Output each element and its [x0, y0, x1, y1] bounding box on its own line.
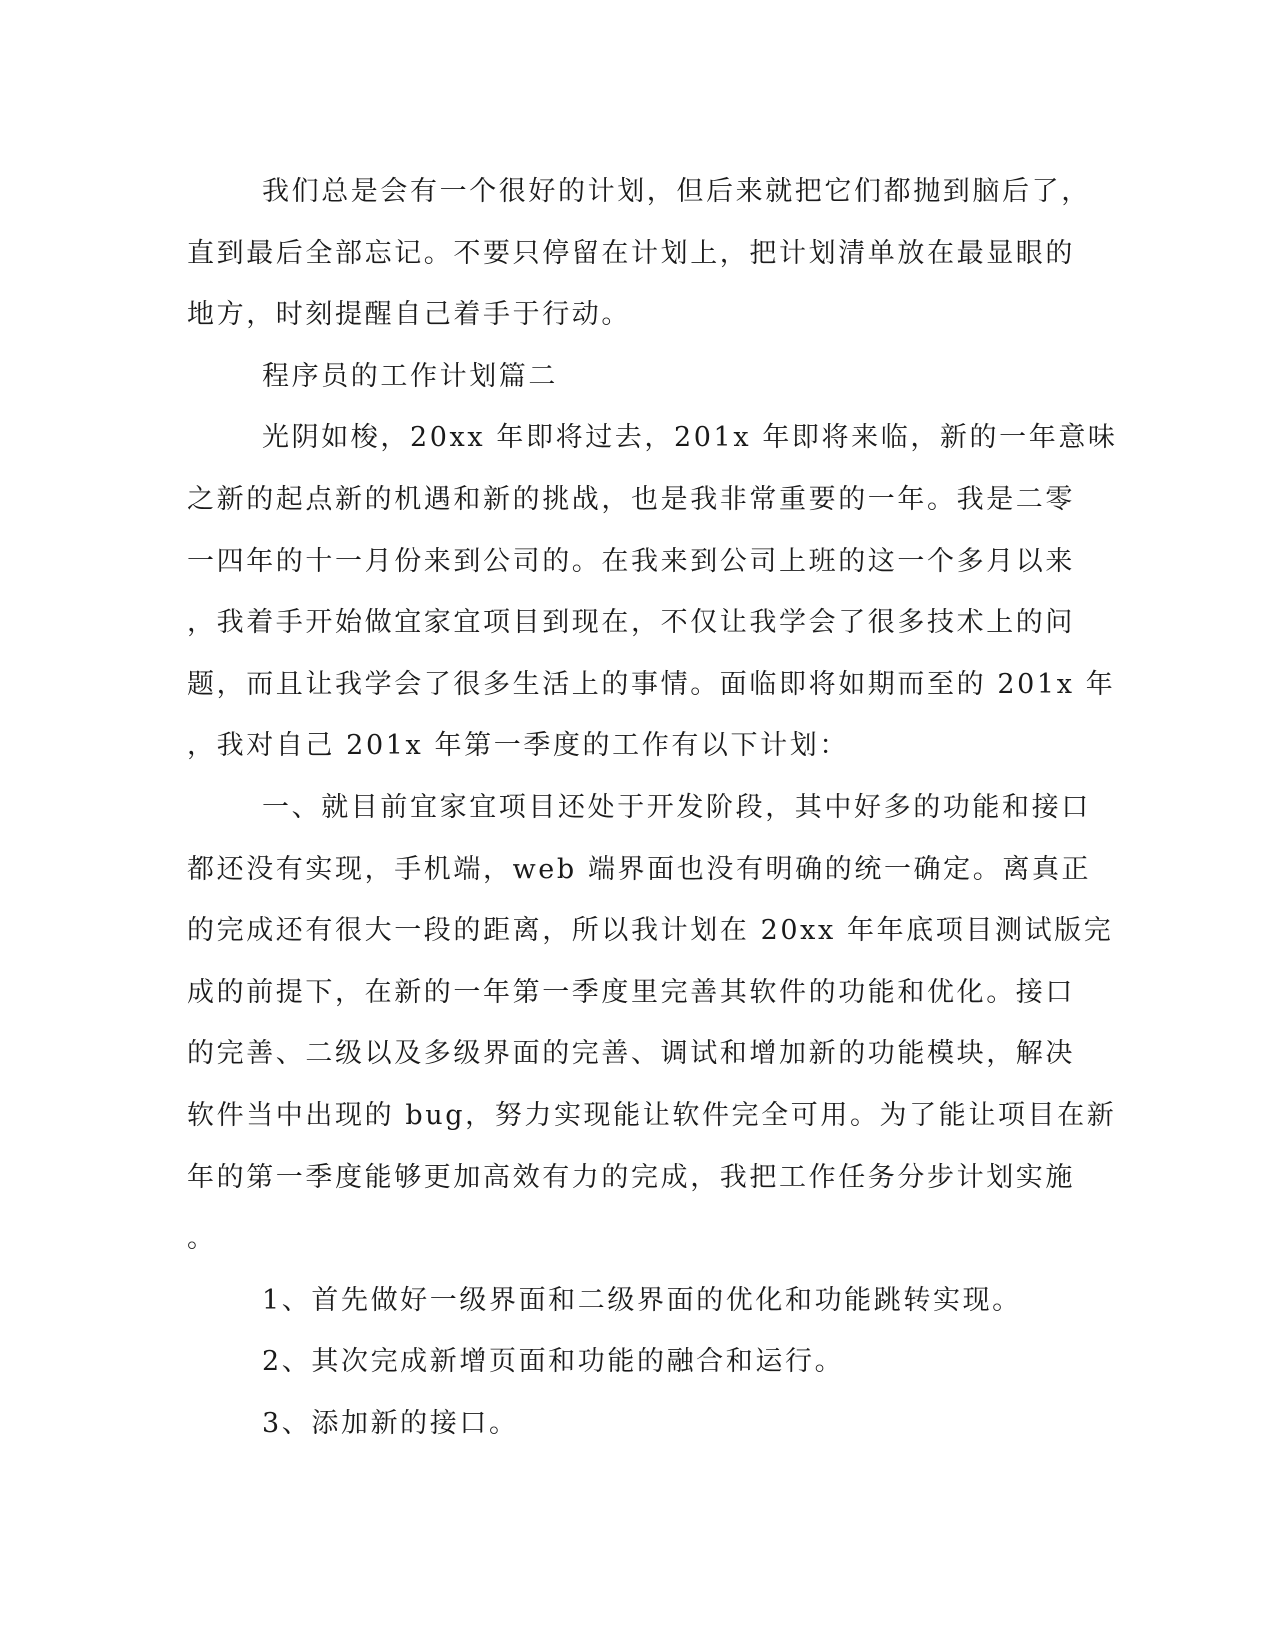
- text-line: ，我着手开始做宜家宜项目到现在，不仅让我学会了很多技术上的问: [187, 607, 1075, 639]
- text-line: 直到最后全部忘记。不要只停留在计划上，把计划清单放在最显眼的: [187, 237, 1075, 269]
- text-line: 年的第一季度能够更加高效有力的完成，我把工作任务分步计划实施: [187, 1161, 1075, 1193]
- text-line: 。: [187, 1223, 217, 1255]
- paragraph-intro: [187, 161, 1091, 346]
- text-line: 的完成还有很大一段的距离，所以我计划在 20xx 年年底项目测试版完: [187, 915, 1114, 947]
- text-line: 光阴如梭，20xx 年即将过去，201x 年即将来临，新的一年意味: [262, 422, 1118, 454]
- text-line: 软件当中出现的 bug，努力实现能让软件完全可用。为了能让项目在新: [187, 1099, 1117, 1131]
- text-line: 一、就目前宜家宜项目还处于开发阶段，其中好多的功能和接口: [262, 791, 1091, 823]
- text-line: 成的前提下，在新的一年第一季度里完善其软件的功能和优化。接口: [187, 976, 1075, 1008]
- paragraph-plan: [187, 777, 1117, 1270]
- document-body: [187, 161, 1118, 1454]
- text-line: 地方，时刻提醒自己着手于行动。: [187, 299, 631, 331]
- list-item: 1、首先做好一级界面和二级界面的优化和功能跳转实现。: [262, 1284, 1022, 1316]
- numbered-list: [187, 1270, 1067, 1455]
- text-line: 都还没有实现，手机端，web 端界面也没有明确的统一确定。离真正: [187, 853, 1092, 885]
- list-item: 2、其次完成新增页面和功能的融合和运行。: [262, 1346, 845, 1378]
- text-line: ，我对自己 201x 年第一季度的工作有以下计划：: [187, 730, 849, 762]
- text-line: 题，而且让我学会了很多生活上的事情。面临即将如期而至的 201x 年: [187, 668, 1116, 700]
- text-line: 我们总是会有一个很好的计划，但后来就把它们都抛到脑后了，: [262, 176, 1091, 207]
- text-line: 之新的起点新的机遇和新的挑战，也是我非常重要的一年。我是二零: [187, 483, 1075, 515]
- paragraph-overview: [187, 407, 1118, 777]
- text-line: 一四年的十一月份来到公司的。在我来到公司上班的这一个多月以来: [187, 545, 1075, 577]
- list-item: 3、添加新的接口。: [262, 1407, 519, 1439]
- section-heading: 程序员的工作计划篇二: [262, 360, 558, 392]
- text-line: 的完善、二级以及多级界面的完善、调试和增加新的功能模块，解决: [187, 1038, 1075, 1070]
